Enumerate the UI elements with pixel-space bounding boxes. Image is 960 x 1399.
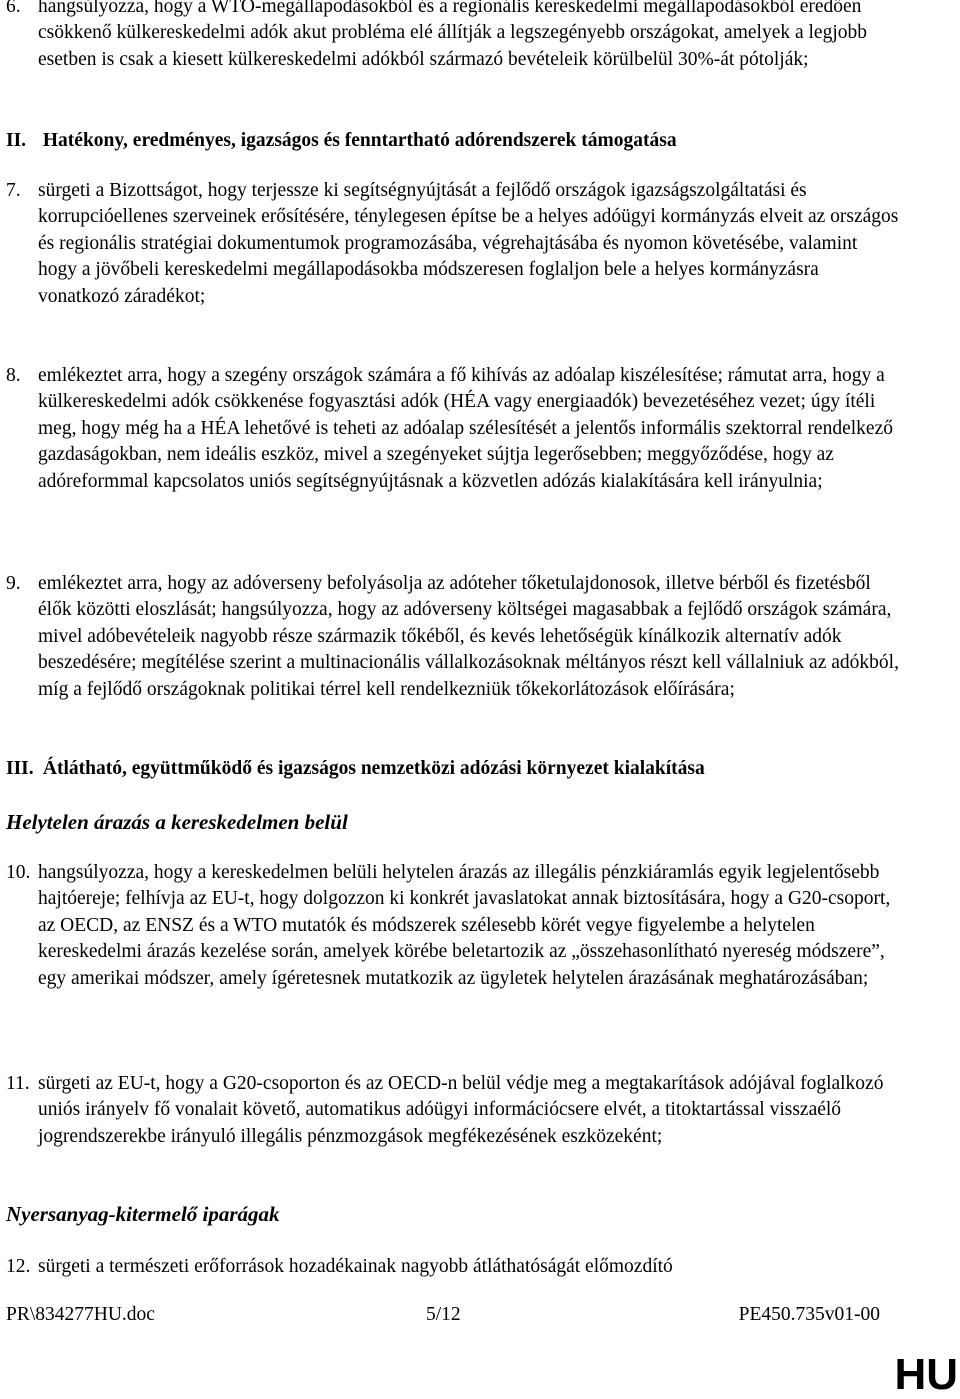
page-number: 5/12 xyxy=(426,1304,461,1325)
paragraph-11 xyxy=(6,1071,900,1150)
section-heading-ii xyxy=(6,128,677,154)
paragraph-7 xyxy=(6,178,900,310)
paragraph-number: 9. xyxy=(6,573,21,594)
paragraph-text: sürgeti a természeti erőforrások hozadékainak nagyobb átláthatóságát előmozdító xyxy=(38,1256,673,1277)
paragraph-number: 8. xyxy=(6,365,21,386)
language-code: HU xyxy=(894,1350,958,1399)
paragraph-text: emlékeztet arra, hogy a szegény országok számára a fő kihívás az adóalap kiszélesítése; rámutat arra, hogy a külkereskedelmi adók csökkenése fogyasztási adók (HÉA vagy energiaadók) bevezetéséhez vezet; úgy ítéli meg, hogy még ha a HÉA lehetővé is teheti az adóalap szélesítését a jelentős informális szektorral rendelkező gazdaságokban, nem ideális eszköz, mivel a szegényeket sújtja legerősebben; meggyőződése, hogy az adóreformmal kapcsolatos uniós segítségnyújtásnak a közvetlen adózás kialakítására kell irányulnia; xyxy=(38,365,893,492)
paragraph-text: hangsúlyozza, hogy a WTO-megállapodásokból és a regionális kereskedelmi megállapodásokból eredően csökkenő külkereskedelmi adók akut probléma elé állítják a legszegényebb országokat, amelyek a legjobb esetben is csak a kiesett külkereskedelmi adókból származó bevételeik körülbelül 30%-át pótolják; xyxy=(38,0,867,70)
paragraph-number: 11. xyxy=(6,1073,30,1094)
paragraph-6 xyxy=(6,0,900,73)
paragraph-text: sürgeti a Bizottságot, hogy terjessze ki segítségnyújtását a fejlődő országok igazságszolgáltatási és korrupcióellenes szerveinek erősítésére, ténylegesen építse be a helyes adóügyi kormányzás elveit az országos és regionális stratégiai dokumentumok programozásába, végrehajtásába és nyomon követésébe, valamint hogy a jövőbeli kereskedelmi megállapodásokba módszeresen foglaljon bele a helyes kormányzásra vonatkozó záradékot; xyxy=(38,180,899,307)
section-title: Átlátható, együttműködő és igazságos nemzetközi adózási környezet kialakítása xyxy=(42,758,705,779)
paragraph-12 xyxy=(6,1254,900,1280)
paragraph-text: emlékeztet arra, hogy az adóverseny befolyásolja az adóteher tőketulajdonosok, illetve bérből és fizetésből élők közötti eloszlását; hangsúlyozza, hogy az adóverseny költségei magasabbak a fejlődő országok számára, mivel adóbevételeik nagyobb része származik tőkéből, és kevés lehetőségük kínálkozik alternatív adók beszedésére; megítélése szerint a multinacionális vállalkozásoknak méltányos részt kell vállalniuk az adókból, míg a fejlődő országoknak politikai térrel kell rendelkezniük tőkekorlátozások előírására; xyxy=(38,573,899,700)
paragraph-number: 7. xyxy=(6,180,21,201)
section-number: II. xyxy=(6,130,27,151)
subheading-extractive: Nyersanyag-kitermelő iparágak xyxy=(6,1202,280,1226)
paragraph-number: 10. xyxy=(6,862,31,883)
pe-reference: PE450.735v01-00 xyxy=(738,1304,880,1325)
paragraph-text: sürgeti az EU-t, hogy a G20-csoporton és az OECD-n belül védje meg a megtakarítások adójával foglalkozó uniós irányelv fő vonalait követő, automatikus adóügyi információcsere elvét, a titoktartással visszaélő jogrendszerekbe irányuló illegális pénzmozgások megfékezésének eszközeként; xyxy=(38,1073,884,1147)
subheading-mispricing: Helytelen árazás a kereskedelmen belül xyxy=(6,810,348,834)
paragraph-10 xyxy=(6,860,900,992)
section-title: Hatékony, eredményes, igazságos és fenntartható adórendszerek támogatása xyxy=(42,130,677,151)
section-heading-iii xyxy=(6,756,705,782)
paragraph-9 xyxy=(6,571,900,703)
document-reference: PR\834277HU.doc xyxy=(6,1304,155,1325)
paragraph-text: hangsúlyozza, hogy a kereskedelmen belüli helytelen árazás az illegális pénzkiáramlás egyik legjelentősebb hajtóereje; felhívja az EU-t, hogy dolgozzon ki konkrét javaslatokat annak biztosítására, hogy a G20-csoport, az OECD, az ENSZ és a WTO mutatók és módszerek szélesebb körét vegye figyelembe a helytelen kereskedelmi árazás kezelése során, amelyek körébe beletartozik az „összehasonlítható nyereség módszere”, egy amerikai módszer, amely ígéretesnek mutatkozik az ügyletek helytelen árazásának meghatározásában; xyxy=(38,862,891,989)
paragraph-number: 12. xyxy=(6,1256,31,1277)
paragraph-8 xyxy=(6,363,900,495)
paragraph-number: 6. xyxy=(6,0,21,17)
section-number: III. xyxy=(6,758,34,779)
